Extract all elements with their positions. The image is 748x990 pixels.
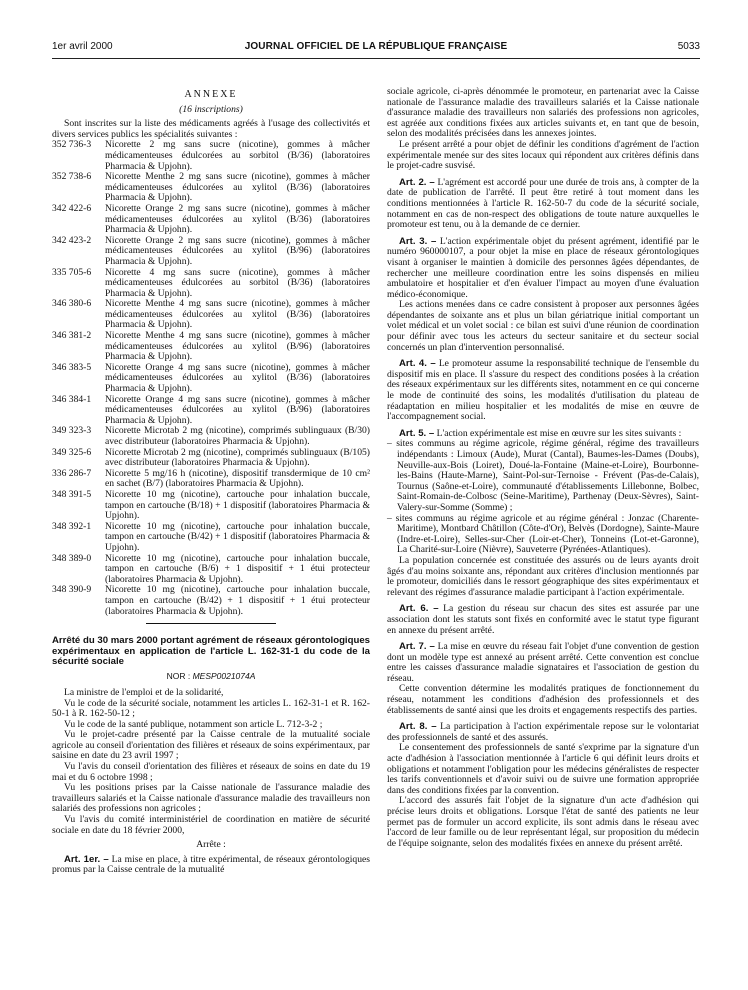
article-1-label: Art. 1er. – <box>64 853 109 865</box>
medicament-entry <box>52 469 370 490</box>
medicament-entry <box>52 585 370 617</box>
article-3-p2: Les actions menées dans ce cadre consistent à proposer aux personnes âgées dépendantes de soixante ans et plus un bilan gériatrique initial comportant un volet médical et un volet social : ce bilan est suivi d'une réunion de coordination pour définir avec tous les acteurs du secteur sanitaire et du secteur social concernés un plan d'intervention personnalisé. <box>387 299 699 353</box>
article-8-label: Art. 8. – <box>399 721 437 733</box>
section-separator <box>146 623 276 624</box>
right-column <box>387 87 699 849</box>
medicament-description: Nicorette 10 mg (nicotine), cartouche pour inhalation buccale, tampon en cartouche (B/6) + 1 dispositif + 1 étui protecteur (laboratoires Pharmacia & Upjohn). <box>105 552 370 585</box>
medicament-description: Nicorette Orange 2 mg sans sucre (nicotine), gommes à mâcher médicamenteuses édulcorées au xylitol (B/36) (laboratoires Pharmacia & Upjohn). <box>105 202 370 236</box>
article-7-label: Art. 7. – <box>399 641 435 653</box>
visa-line: Vu le projet-cadre présenté par la Caisse centrale de la mutualité sociale agricole au conseil d'orientation des filières et réseaux de soins expérimentaux, par saisine en date du 23 avril 1997 ; <box>52 729 370 762</box>
page-number: 5033 <box>677 41 700 52</box>
medicament-entry <box>52 172 370 204</box>
article-6 <box>387 604 699 636</box>
article-2-text: L'agrément est accordé pour une durée de trois ans, à compter de la date de publication de l'arrêté. Il peut être retiré à tout moment dans les conditions mentionnées à l'article R. 162-50-7 du code de la sécurité sociale, notamment en cas de non-respect des obligations de toute nature auxquelles le promoteur est tenu, ou à la demande de ce dernier. <box>387 176 699 231</box>
medicament-code: 348 390-9 <box>52 584 92 596</box>
article-8-p3: L'accord des assurés fait l'objet de la signature d'un acte d'adhésion qui précise leurs droits et obligations. Lorsque l'état de santé des patients ne leur permet pas de formuler un accord explicite, ils sont admis dans le réseau avec l'accord de leur famille ou de leur représentant légal, sur proposition du médecin de l'équipe soignante, selon des modalités fixées en annexe du présent arrêté. <box>387 795 699 849</box>
article-4-label: Art. 4. – <box>399 358 436 370</box>
article-5-list-item: – sites communs au régime agricole, régime général, régime des travailleurs indépendants : Limoux (Aude), Murat (Cantal), Baumes-les-Dames (Doubs), Neuville-aux-Bois (Loiret), Doué-la-Fontaine (Maine-et-Loire), Bourbonne-les-Bains (Haute-Marne), Saint-Pol-sur-Ternoise - Frévent (Pas-de-Calais), Tournus (Saône-et-Loire), communauté d'établissements Lillebonne, Bolbec, Saint-Romain-de-Colbosc (Seine-Maritime), Parthenay (Deux-Sèvres), Saint-Valery-sur-Somme (Somme) ; <box>387 438 699 513</box>
article-3-text: L'action expérimentale objet du présent agrément, identifié par le numéro 960000107, a pour objet la mise en place de réseaux gérontologiques visant à organiser le maintien à domicile des personnes âgées dépendantes, de rechercher une meilleure coordination entre les soins dispensés en milieu ambulatoire et hospitalier et d'en évaluer l'impact au moyen d'une évaluation médico-économique. <box>387 235 700 300</box>
medicament-code: 346 383-5 <box>52 361 92 373</box>
medicament-entry <box>52 236 370 268</box>
medicament-code: 346 380-6 <box>52 298 92 310</box>
medicament-code: 336 286-7 <box>52 467 92 479</box>
medicament-entry <box>52 522 370 554</box>
medicament-description: Nicorette Orange 4 mg sans sucre (nicotine), gommes à mâcher médicamenteuses édulcorées au xylitol (B/36) (laboratoires Pharmacia & Upjohn). <box>105 361 370 395</box>
left-column <box>52 88 370 876</box>
nor-label: NOR : <box>166 671 191 682</box>
article-8 <box>387 722 699 743</box>
medicament-description: Nicorette Menthe 2 mg sans sucre (nicotine), gommes à mâcher médicamenteuses édulcorées au xylitol (B/36) (laboratoires Pharmacia & Upjohn). <box>105 171 370 204</box>
article-1-text: La mise en place, à titre expérimental, de réseaux gérontologiques promus par la Caisse centrale de la mutualité <box>52 853 370 876</box>
medicament-code: 349 323-3 <box>52 425 92 437</box>
medicament-description: Nicorette 10 mg (nicotine), cartouche pour inhalation buccale, tampon en cartouche (B/42) + 1 dispositif (laboratoires Pharmacia & Upjohn). <box>105 520 370 553</box>
article-4-text: Le promoteur assume la responsabilité technique de l'ensemble du dispositif mis en place. Il s'assure du respect des conditions posées à la création des réseaux expérimentaux sur les différents sites, notamment en ce qui concerne le mode de continuité des soins, les modalités d'utilisation du plateau de réadaptation en milieu hospitalier et les modalités de mise en œuvre de l'accompagnement social. <box>387 358 699 423</box>
medicament-entry <box>52 448 370 469</box>
article-7-p2: Cette convention détermine les modalités pratiques de fonctionnement du réseau, notamment les conditions d'adhésion des professionnels et des établissements de santé ainsi que les droits et engagements respectifs des parties. <box>387 683 699 716</box>
medicament-description: Nicorette Orange 4 mg sans sucre (nicotine), gommes à mâcher médicamenteuses édulcorées au xylitol (B/96) (laboratoires Pharmacia & Upjohn). <box>105 393 370 426</box>
medicament-description: Nicorette 4 mg sans sucre (nicotine), gommes à mâcher médicamenteuses édulcorées au sorbitol (B/36) (laboratoires Pharmacia & Upjohn). <box>105 266 370 299</box>
medicament-description: Nicorette Menthe 4 mg sans sucre (nicotine), gommes à mâcher médicamenteuses édulcorées au xylitol (B/96) (laboratoires Pharmacia & Upjohn). <box>105 330 370 363</box>
medicament-description: Nicorette Microtab 2 mg (nicotine), comprimés sublinguaux (B/105) avec distributeur (laboratoires Pharmacia & Upjohn). <box>105 446 370 469</box>
article-1 <box>52 855 370 876</box>
medicament-description: Nicorette Microtab 2 mg (nicotine), comprimés sublinguaux (B/30) avec distributeur (laboratoires Pharmacia & Upjohn). <box>105 425 370 447</box>
medicament-entry <box>52 363 370 395</box>
medicament-description: Nicorette Menthe 4 mg sans sucre (nicotine), gommes à mâcher médicamenteuses édulcorées au xylitol (B/36) (laboratoires Pharmacia & Upjohn). <box>105 298 370 331</box>
article-6-label: Art. 6. – <box>399 603 439 615</box>
article-8-text: La participation à l'action expérimentale repose sur le volontariat des professionnels de santé et des assurés. <box>387 721 699 743</box>
medicament-description: Nicorette 10 mg (nicotine), cartouche pour inhalation buccale, tampon en cartouche (B/18) + 1 dispositif (laboratoires Pharmacia & Upjohn). <box>105 488 370 522</box>
article-1-continued: sociale agricole, ci-après dénommée le promoteur, en partenariat avec la Caisse nationale de l'assurance maladie des travailleurs salariés et la Caisse nationale d'assurance maladie des travailleurs non salariés des professions non agricoles, est agréée aux conditions fixées aux articles suivants et, en tant que de besoin, selon des modalités précisées dans les annexes jointes. <box>387 86 699 140</box>
medicament-code: 352 736-3 <box>52 139 92 151</box>
visa-line: Vu le code de la santé publique, notamment son article L. 712-3-2 ; <box>64 718 323 730</box>
medicament-entry <box>52 395 370 427</box>
annexe-intro: Sont inscrites sur la liste des médicaments agréés à l'usage des collectivités et divers services publics les spécialités suivantes : <box>52 118 370 140</box>
article-5-label: Art. 5. – <box>399 427 435 439</box>
medicament-code: 349 325-6 <box>52 446 92 458</box>
medicament-entry <box>52 140 370 172</box>
article-4 <box>387 359 699 423</box>
medicament-entry <box>52 268 370 300</box>
visa-list <box>52 688 370 836</box>
medicament-entry <box>52 426 370 447</box>
article-2-label: Art. 2. – <box>399 176 435 188</box>
medicament-description: Nicorette Orange 2 mg sans sucre (nicotine), gommes à mâcher médicamenteuses édulcorées au xylitol (B/96) (laboratoires Pharmacia & Upjohn). <box>105 234 370 267</box>
medicament-description: Nicorette 10 mg (nicotine), cartouche pour inhalation buccale, tampon en cartouche (B/42) + 1 dispositif + 1 étui protecteur (laboratoires Pharmacia & Upjohn). <box>105 584 370 617</box>
medicament-entry <box>52 331 370 363</box>
article-7-text: La mise en œuvre du réseau fait l'objet d'une convention de gestion dont un modèle type est annexé au présent arrêté. Cette convention est conclue entre les caisses d'assurance maladie signataires et l'association de gestion du réseau. <box>387 641 699 684</box>
medicament-entry <box>52 299 370 331</box>
medicament-entry <box>52 204 370 236</box>
arrete-title: Arrêté du 30 mars 2000 portant agrément de réseaux gérontologiques expérimentaux en application de l'article L. 162-31-1 du code de la sécurité sociale <box>52 635 370 667</box>
medicament-entry <box>52 554 370 586</box>
annexe-subtitle: (16 inscriptions) <box>179 103 243 115</box>
medicament-code: 342 422-6 <box>52 202 92 214</box>
minister-line: La ministre de l'emploi et de la solidarité, <box>64 686 224 698</box>
nor-code: MESP0021074A <box>192 671 256 682</box>
medicament-code: 346 384-1 <box>52 393 92 405</box>
article-3-label: Art. 3. – <box>399 235 437 247</box>
article-7 <box>387 642 699 684</box>
medicament-code: 346 381-2 <box>52 330 92 342</box>
nor-reference <box>52 671 370 682</box>
medicament-list <box>52 140 370 617</box>
medicament-code: 352 738-6 <box>52 171 92 183</box>
annexe-title: ANNEXE <box>184 89 238 100</box>
article-8-p2: Le consentement des professionnels de santé s'exprime par la signature d'un acte d'adhésion à l'association mentionnée à l'article 6 qui définit leurs droits et obligations et notamment l'obligation pour les médecins généralistes de respecter les tarifs conventionnels et d'avoir suivi ou de suivre une formation appropriée dans des conditions fixées par la convention. <box>387 742 699 796</box>
medicament-code: 342 423-2 <box>52 234 92 246</box>
medicament-description: Nicorette 5 mg/16 h (nicotine), dispositif transdermique de 10 cm² en sachet (B/7) (laboratoires Pharmacia & Upjohn). <box>105 467 370 490</box>
medicament-code: 335 705-6 <box>52 266 92 278</box>
visa-line: Vu le code de la sécurité sociale, notamment les articles L. 162-31-1 et R. 162-50-1 à R. 162-50-12 ; <box>52 697 370 720</box>
arrete-word: Arrête : <box>196 839 226 851</box>
medicament-entry <box>52 490 370 522</box>
article-3 <box>387 237 699 301</box>
page-header <box>52 42 700 54</box>
medicament-code: 348 392-1 <box>52 520 92 532</box>
journal-title: JOURNAL OFFICIEL DE LA RÉPUBLIQUE FRANÇAISE <box>244 41 508 52</box>
visa-line: Vu l'avis du comité interministériel de coordination en matière de sécurité sociale en date du 18 février 2000, <box>52 814 370 836</box>
visa-line: Vu les positions prises par la Caisse nationale de l'assurance maladie des travailleurs salariés et la Caisse nationale d'assurance maladie des travailleurs non salariés des professions non agricoles ; <box>52 782 370 815</box>
medicament-code: 348 389-0 <box>52 552 92 564</box>
visa-line: Vu l'avis du conseil d'orientation des filières et réseaux de soins en date du 19 mai et du 6 octobre 1998 ; <box>52 761 370 783</box>
medicament-code: 348 391-5 <box>52 488 92 500</box>
article-1-p2: Le présent arrêté a pour objet de définir les conditions d'agrément de l'action expérimentale menée sur des sites locaux qui répondent aux critères définis dans le projet-cadre susvisé. <box>387 138 699 172</box>
issue-date: 1er avril 2000 <box>52 41 113 52</box>
article-5-text: L'action expérimentale est mise en œuvre sur les sites suivants : <box>436 427 682 439</box>
header-rule <box>52 58 700 59</box>
article-5-list-item: – sites communs au régime agricole et au régime général : Jonzac (Charente-Maritime), Montbard Châtillon (Côte-d'Or), Belvès (Dordogne), Sainte-Maure (Indre-et-Loire), Selles-sur-Cher (Loir-et-Cher), Tonneins (Lot-et-Garonne), La Charité-sur-Loire (Nièvre), Sauveterre (Pyrénées-Atlantiques). <box>387 512 699 556</box>
article-6-text: La gestion du réseau sur chacun des sites est assurée par une association dont les statuts sont fixés en conformité avec le statut type figurant en annexe du présent arrêté. <box>387 603 699 636</box>
article-5-p2: La population concernée est constituée des assurés ou de leurs ayants droit âgés d'au moins soixante ans, répondant aux critères d'inclusion mentionnés par le promoteur, domiciliés dans le ressort géographique des sites expérimentaux et relevant des régimes d'assurance maladie participant à l'action expérimentale. <box>387 554 699 598</box>
article-2 <box>387 178 699 231</box>
medicament-description: Nicorette 2 mg sans sucre (nicotine), gommes à mâcher médicamenteuses édulcorées au sorbitol (B/36) (laboratoires Pharmacia & Upjohn). <box>105 139 370 172</box>
